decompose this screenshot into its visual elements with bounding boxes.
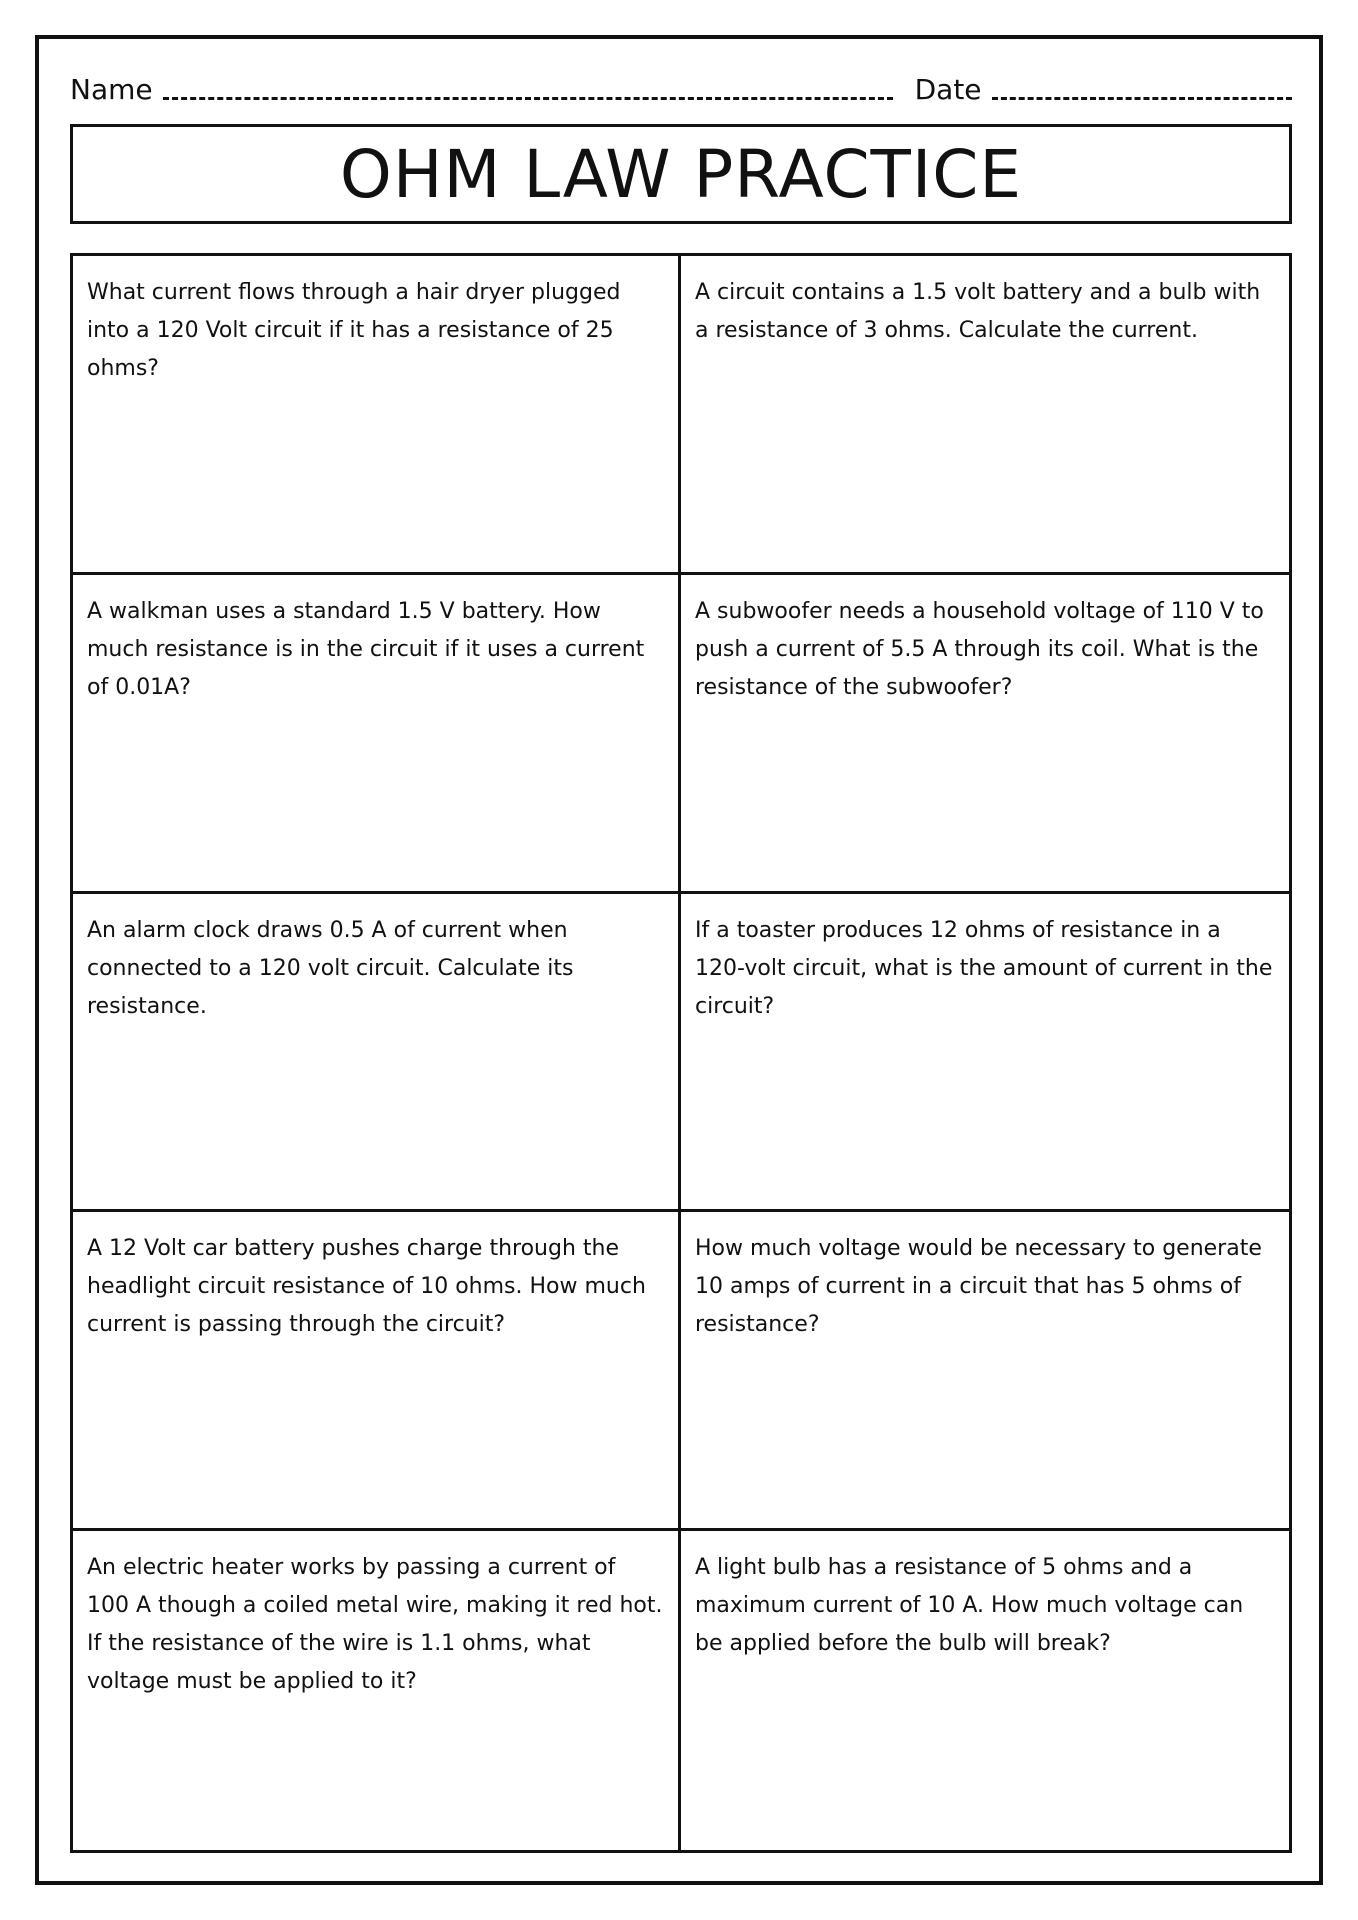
page-title: OHM LAW PRACTICE bbox=[339, 135, 1023, 213]
question-cell: A subwoofer needs a household voltage of 110 V to push a current of 5.5 A through its coil. What is the resistance of the subwoofer? bbox=[681, 575, 1289, 894]
question-cell: A circuit contains a 1.5 volt battery and a bulb with a resistance of 3 ohms. Calculate the current. bbox=[681, 256, 1289, 575]
name-label: Name bbox=[70, 73, 153, 106]
name-field-line[interactable] bbox=[163, 97, 893, 100]
question-cell: If a toaster produces 12 ohms of resistance in a 120-volt circuit, what is the amount of current in the circuit? bbox=[681, 894, 1289, 1213]
title-box bbox=[70, 124, 1292, 224]
question-cell: A 12 Volt car battery pushes charge through the headlight circuit resistance of 10 ohms. How much current is passing through the circuit? bbox=[73, 1212, 681, 1531]
header-row bbox=[70, 62, 1292, 106]
question-cell: An alarm clock draws 0.5 A of current when connected to a 120 volt circuit. Calculate its resistance. bbox=[73, 894, 681, 1213]
question-cell: A light bulb has a resistance of 5 ohms and a maximum current of 10 A. How much voltage can be applied before the bulb will break? bbox=[695, 1555, 1244, 1657]
question-cell: What current flows through a hair dryer plugged into a 120 Volt circuit if it has a resistance of 25 ohms? bbox=[73, 256, 681, 575]
date-field-line[interactable] bbox=[992, 97, 1292, 100]
question-cell: A walkman uses a standard 1.5 V battery. How much resistance is in the circuit if it uses a current of 0.01A? bbox=[73, 575, 681, 894]
question-cell: How much voltage would be necessary to generate 10 amps of current in a circuit that has 5 ohms of resistance? bbox=[681, 1212, 1289, 1531]
question-cell: An electric heater works by passing a current of 100 A though a coiled metal wire, making it red hot. If the resistance of the wire is 1.1 ohms, what voltage must be applied to it? bbox=[73, 1531, 681, 1850]
question-grid bbox=[70, 253, 1292, 1853]
date-label: Date bbox=[914, 73, 982, 106]
